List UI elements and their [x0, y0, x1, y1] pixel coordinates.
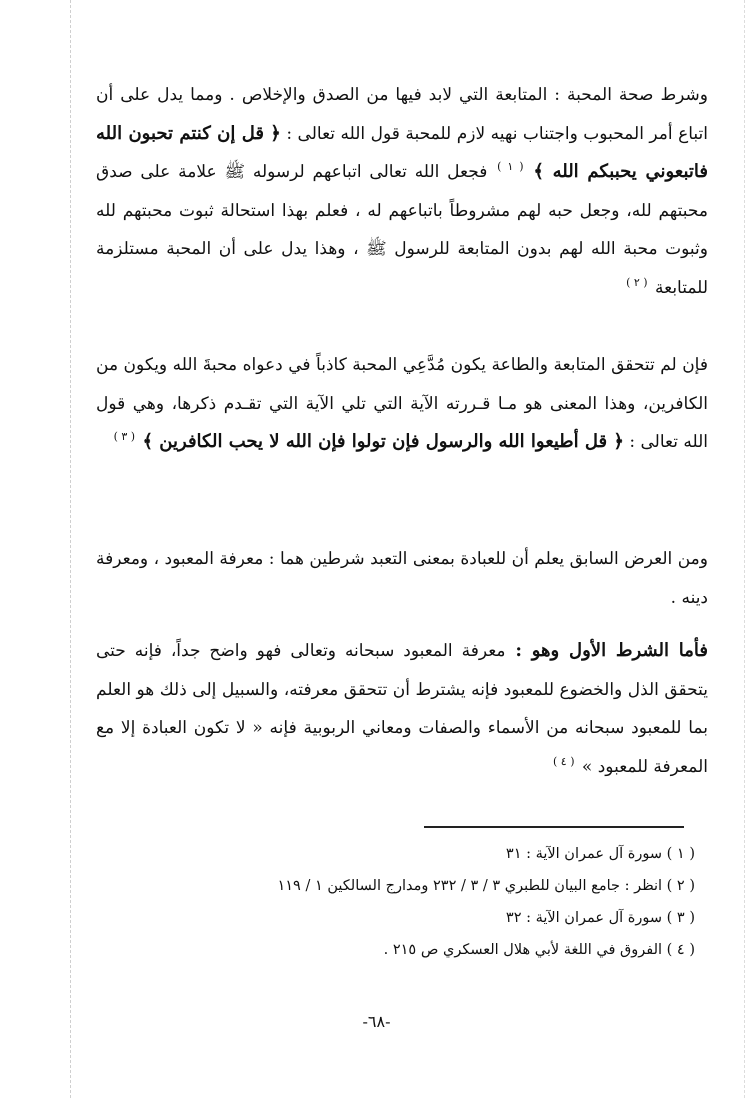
footnote-marker: ( ١ ) [497, 160, 524, 174]
quran-verse: ﴿ قل أطيعوا الله والرسول فإن تولوا فإن الله لا يحب الكافرين ﴾ [142, 431, 624, 452]
paragraph-text: فجعل الله تعالى اتباعهم لرسوله ﷺ علامة على صدق محبتهم لله، وجعل حبه لهم مشروطاً باتباعهم له ، فعلم بهذا استحالة ثبوت محبتهم لله وثبوت محبة الله لهم بدون المتابعة للرسول ﷺ ، وهذا يدل على أن المحبة مستلزمة للمتابعة [96, 162, 708, 298]
left-margin-line [70, 0, 71, 1098]
footnote-3: ( ٣ ) سورة آل عمران الآية : ٣٢ [505, 910, 695, 926]
footnote-separator [424, 826, 684, 828]
footnote-4: ( ٤ ) الفروق في اللغة لأبي هلال العسكري ص ٢١٥ . [383, 942, 695, 958]
footnotes [240, 838, 695, 966]
paragraph-love-condition [96, 76, 708, 307]
page-number: -٦٨- [362, 1012, 391, 1031]
paragraph-text: ومن العرض السابق يعلم أن للعبادة بمعنى التعبد شرطين هما : معرفة المعبود ، ومعرفة دينه . [96, 549, 708, 608]
paragraph-text: فإن لم تتحقق المتابعة والطاعة يكون مُدَّعِي المحبة كاذباً في دعواه محبةَ الله ويكون من الكافرين، وهذا المعنى هو مـا قـررته الآية التي تلي الآية التي تقـدم ذكرها، وهي قول الله تعالى : [96, 355, 708, 452]
paragraph-text: معرفة المعبود سبحانه وتعالى فهو واضح جداً، فإنه حتى يتحقق الذل والخضوع للمعبود فإنه يشترط أن تتحقق معرفته، والسبيل إلى ذلك هو العلم بما للمعبود سبحانه من الأسماء والصفات ومعاني الربوبية فإنه « لا تكون العبادة إلا مع المعرفة للمعبود » [96, 641, 708, 777]
footnote-marker: ( ٤ ) [552, 754, 575, 768]
paragraph-first-condition [96, 632, 708, 786]
paragraph-text: وشرط صحة المحبة : المتابعة التي لابد فيها من الصدق والإخلاص . ومما يدل على أن اتباع أمر المحبوب واجتناب نهيه لازم للمحبة قول الله تعالى : [96, 85, 708, 144]
paragraph-two-conditions [96, 540, 708, 617]
right-margin-line [744, 0, 745, 1098]
footnote-2: ( ٢ ) انظر : جامع البيان للطبري ٣ / ٣ / ٢٣٢ ومدارج السالكين ١ / ١١٩ [277, 878, 695, 894]
quran-verse: ﴿ قل إن كنتم تحبون الله فاتبعوني يحببكم الله ﴾ [96, 122, 708, 182]
footnote-marker: ( ٣ ) [113, 430, 136, 444]
footnote-1: ( ١ ) سورة آل عمران الآية : ٣١ [505, 846, 695, 862]
section-lead: فأما الشرط الأول وهو : [505, 640, 708, 661]
footnote-marker: ( ٢ ) [626, 275, 648, 289]
paragraph-following-obedience [96, 346, 708, 462]
